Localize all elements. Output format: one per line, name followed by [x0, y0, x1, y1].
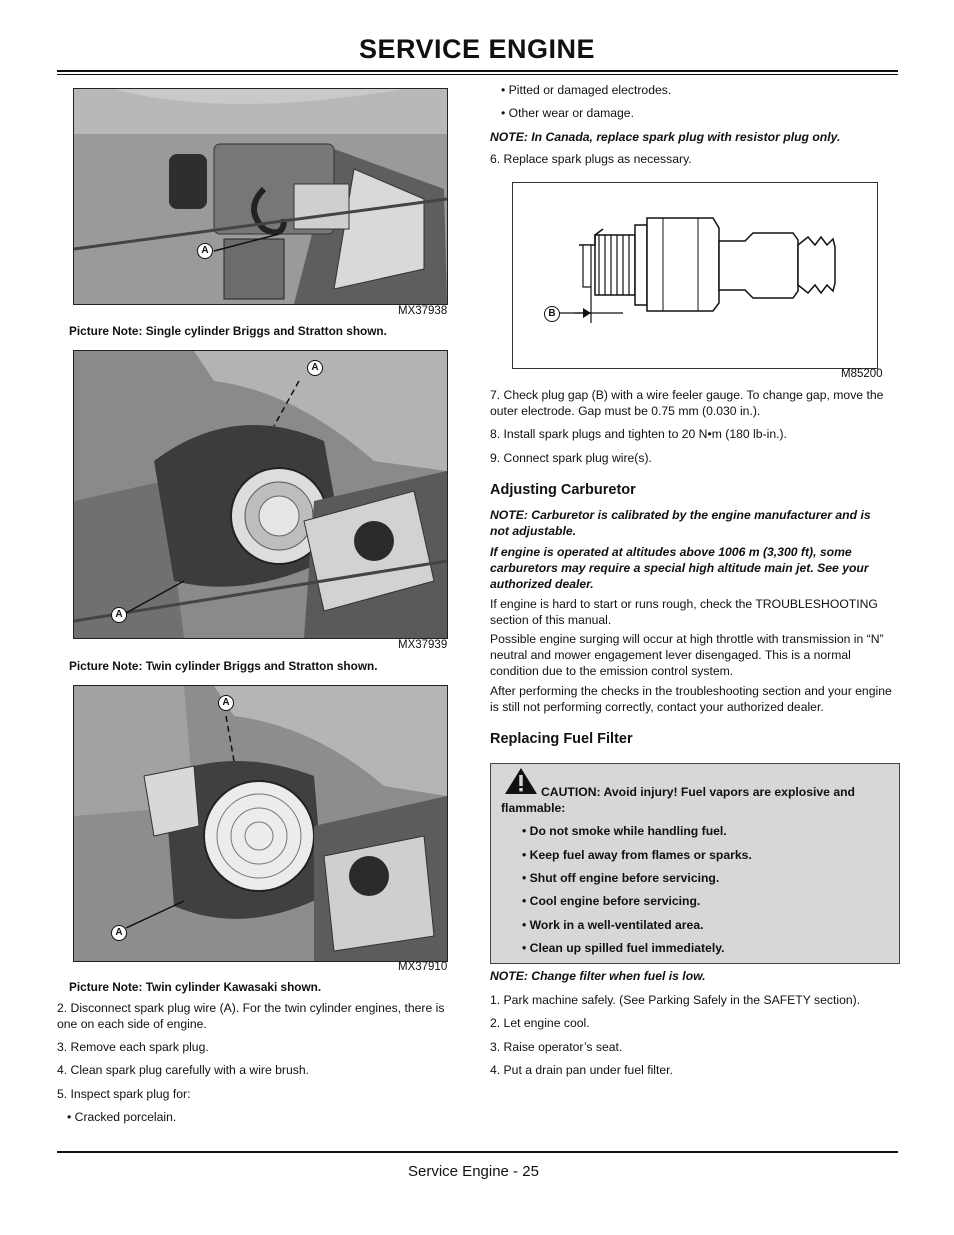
filter-step-1: 1. Park machine safely. (See Parking Safely in the SAFETY section). — [490, 993, 861, 1007]
engine-illustration — [74, 351, 447, 638]
step-5: 5. Inspect spark plug for: — [57, 1087, 191, 1101]
page-title: SERVICE ENGINE — [358, 34, 596, 64]
callout-a-bottom: A — [111, 925, 127, 941]
callout-a-top: A — [307, 360, 323, 376]
note-carburetor-calibrated: NOTE: Carburetor is calibrated by the engine manufacturer and is not adjustable. — [490, 508, 871, 538]
note-change-filter: NOTE: Change filter when fuel is low. — [490, 969, 706, 983]
callout-b: B — [544, 306, 560, 322]
header-rule — [57, 70, 898, 72]
picture-note: Picture Note: Twin cylinder Kawasaki shown. — [69, 980, 322, 994]
footer-rule — [57, 1151, 898, 1153]
figure-id: M85200 — [841, 368, 883, 380]
figure-id: MX37939 — [398, 639, 448, 651]
bullet-pitted-electrodes: • Pitted or damaged electrodes. — [501, 83, 672, 97]
filter-step-4: 4. Put a drain pan under fuel filter. — [490, 1063, 673, 1077]
figure-id: MX37938 — [398, 305, 448, 317]
caution-item: • Work in a well-ventilated area. — [522, 918, 704, 932]
step-2: 2. Disconnect spark plug wire (A). For the twin cylinder engines, there is one on each side of engine. — [57, 1001, 445, 1031]
caution-item: • Do not smoke while handling fuel. — [522, 824, 727, 838]
step-4: 4. Clean spark plug carefully with a wire brush. — [57, 1063, 309, 1077]
picture-note: Picture Note: Twin cylinder Briggs and Stratton shown. — [69, 659, 378, 673]
header-rule-thin — [57, 74, 898, 75]
step-7: 7. Check plug gap (B) with a wire feeler gauge. To change gap, move the outer electrode. Gap must be 0.75 mm (0.030 in.). — [490, 388, 884, 418]
step-6: 6. Replace spark plugs as necessary. — [490, 152, 692, 166]
note-altitude: If engine is operated at altitudes above 1006 m (3,300 ft), some carburetors may require a special high altitude main jet. See your authorized dealer. — [490, 545, 869, 591]
carb-paragraph-1: If engine is hard to start or runs rough, check the TROUBLESHOOTING section of this manual. — [490, 597, 878, 627]
bullet-cracked-porcelain: • Cracked porcelain. — [67, 1110, 177, 1124]
engine-photo-single-briggs — [73, 88, 448, 305]
spark-plug-icon — [513, 183, 877, 368]
carb-paragraph-2: Possible engine surging will occur at high throttle with transmission in “N” neutral and mower engagement lever disengaged. This is a normal condition due to the emission control system. — [490, 632, 884, 678]
carb-paragraph-3: After performing the checks in the troubleshooting section and your engine is still not performing correctly, contact your authorized dealer. — [490, 684, 892, 714]
callout-a: A — [197, 243, 213, 259]
note-canada: NOTE: In Canada, replace spark plug with resistor plug only. — [490, 130, 841, 144]
callout-a-top: A — [218, 695, 234, 711]
section-heading-carburetor: Adjusting Carburetor — [490, 482, 636, 498]
engine-photo-twin-briggs — [73, 350, 448, 639]
filter-step-3: 3. Raise operator’s seat. — [490, 1040, 623, 1054]
filter-step-2: 2. Let engine cool. — [490, 1016, 590, 1030]
caution-item: • Shut off engine before servicing. — [522, 871, 720, 885]
engine-illustration — [74, 686, 447, 961]
step-3: 3. Remove each spark plug. — [57, 1040, 209, 1054]
picture-note: Picture Note: Single cylinder Briggs and Stratton shown. — [69, 324, 387, 338]
engine-photo-twin-kawasaki — [73, 685, 448, 962]
step-9: 9. Connect spark plug wire(s). — [490, 451, 652, 465]
figure-id: MX37910 — [398, 961, 448, 973]
bullet-other-wear: • Other wear or damage. — [501, 106, 634, 120]
step-8: 8. Install spark plugs and tighten to 20 N•m (180 lb-in.). — [490, 427, 787, 441]
caution-heading: CAUTION: Avoid injury! Fuel vapors are explosive and flammable: — [501, 785, 856, 815]
caution-item: • Keep fuel away from flames or sparks. — [522, 848, 752, 862]
section-heading-fuel-filter: Replacing Fuel Filter — [490, 731, 633, 747]
caution-item: • Clean up spilled fuel immediately. — [522, 941, 725, 955]
engine-illustration — [74, 89, 447, 304]
caution-item: • Cool engine before servicing. — [522, 894, 701, 908]
spark-plug-diagram — [512, 182, 878, 369]
page-footer: Service Engine - 25 — [408, 1163, 539, 1180]
callout-a-bottom: A — [111, 607, 127, 623]
caution-box — [490, 763, 900, 964]
